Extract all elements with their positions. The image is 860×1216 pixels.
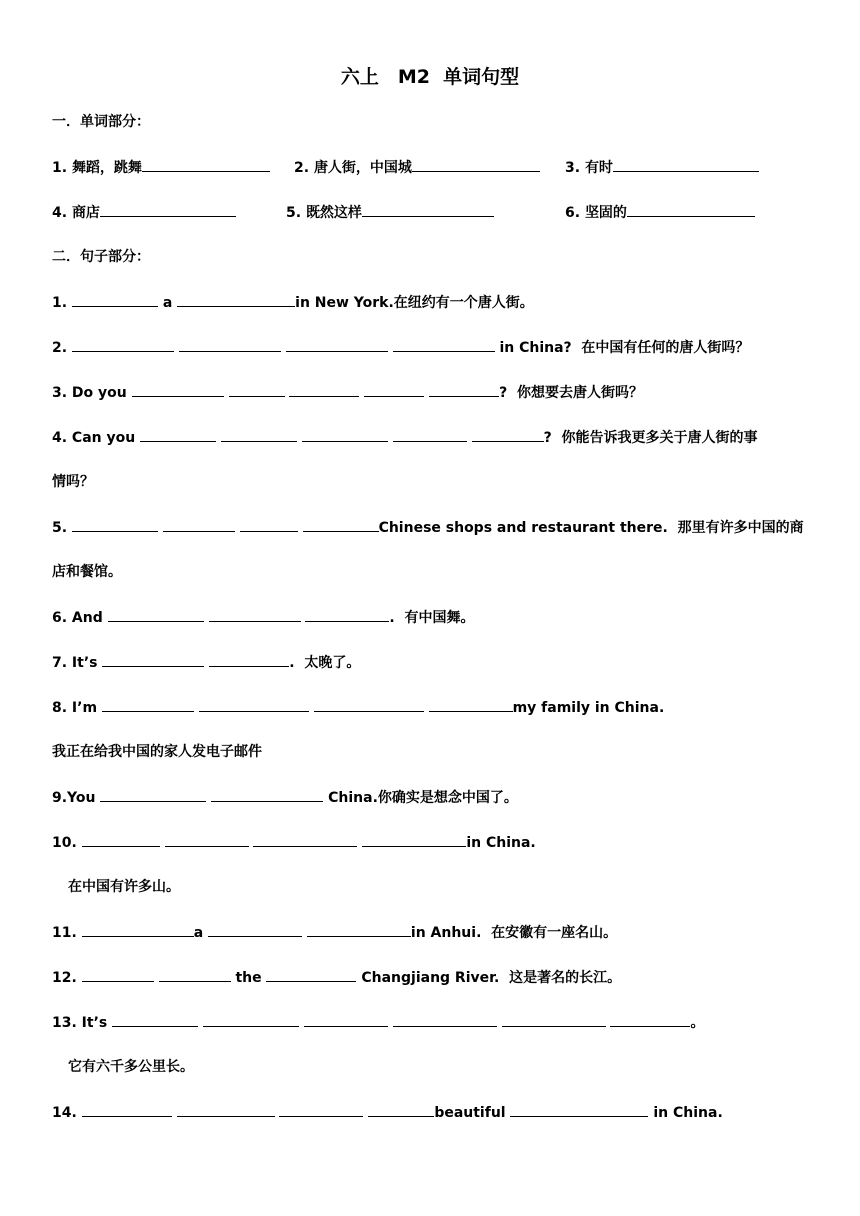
page-title: 六上 M2 单词句型 bbox=[340, 66, 520, 88]
answer-blank[interactable] bbox=[72, 292, 158, 307]
sentence-5 bbox=[52, 517, 804, 538]
answer-blank[interactable] bbox=[510, 1102, 648, 1117]
answer-blank[interactable] bbox=[393, 1012, 497, 1027]
sentence-text: ? 你想要去唐人街吗？ bbox=[499, 385, 644, 401]
section2-heading: 二．句子部分： bbox=[52, 249, 150, 265]
sentence-5-continued: 店和餐馆。 bbox=[52, 564, 122, 580]
sentence-13-continued: 它有六千多公里长。 bbox=[68, 1059, 194, 1075]
sentence-text: 。 bbox=[690, 1015, 705, 1031]
answer-blank[interactable] bbox=[304, 1012, 388, 1027]
sentence-num: 4. Can you bbox=[52, 430, 136, 446]
answer-blank[interactable] bbox=[140, 427, 216, 442]
sentence-num: 11. bbox=[52, 925, 77, 941]
sentence-num: 10. bbox=[52, 835, 77, 851]
sentence-text: Changjiang River. 这是著名的长江。 bbox=[361, 970, 622, 986]
word-item-4 bbox=[52, 202, 236, 223]
answer-blank[interactable] bbox=[393, 337, 495, 352]
sentence-num: 2. bbox=[52, 340, 68, 356]
sentence-1 bbox=[52, 292, 534, 313]
answer-blank[interactable] bbox=[314, 697, 424, 712]
answer-blank[interactable] bbox=[199, 697, 309, 712]
answer-blank[interactable] bbox=[502, 1012, 606, 1027]
answer-blank[interactable] bbox=[229, 382, 285, 397]
answer-blank[interactable] bbox=[253, 832, 357, 847]
word-num: 5. bbox=[286, 205, 302, 221]
answer-blank[interactable] bbox=[142, 157, 270, 172]
sentence-num: 5. bbox=[52, 520, 68, 536]
sentence-8-continued: 我正在给我中国的家人发电子邮件 bbox=[52, 744, 262, 760]
answer-blank[interactable] bbox=[82, 1102, 172, 1117]
answer-blank[interactable] bbox=[82, 922, 194, 937]
answer-blank[interactable] bbox=[472, 427, 544, 442]
sentence-text: my family in China. bbox=[512, 700, 665, 716]
sentence-text: ? 你能告诉我更多关于唐人街的事 bbox=[543, 430, 758, 446]
answer-blank[interactable] bbox=[203, 1012, 299, 1027]
answer-blank[interactable] bbox=[102, 697, 194, 712]
answer-blank[interactable] bbox=[163, 517, 235, 532]
answer-blank[interactable] bbox=[179, 337, 281, 352]
sentence-4 bbox=[52, 427, 757, 448]
answer-blank[interactable] bbox=[613, 157, 759, 172]
sentence-10-continued: 在中国有许多山。 bbox=[68, 879, 180, 895]
sentence-text: China.你确实是想念中国了。 bbox=[328, 790, 518, 806]
answer-blank[interactable] bbox=[303, 517, 379, 532]
answer-blank[interactable] bbox=[412, 157, 540, 172]
word-text: 唐人街，中国城 bbox=[313, 160, 412, 176]
answer-blank[interactable] bbox=[165, 832, 249, 847]
sentence-text: a bbox=[193, 925, 204, 941]
word-num: 3. bbox=[565, 160, 581, 176]
answer-blank[interactable] bbox=[100, 202, 236, 217]
sentence-14 bbox=[52, 1102, 723, 1123]
answer-blank[interactable] bbox=[362, 202, 494, 217]
sentence-num: 3. Do you bbox=[52, 385, 127, 401]
sentence-4-continued: 情吗？ bbox=[52, 474, 94, 490]
sentence-6 bbox=[52, 607, 474, 628]
sentence-text: . 有中国舞。 bbox=[389, 610, 475, 626]
word-num: 4. bbox=[52, 205, 68, 221]
answer-blank[interactable] bbox=[132, 382, 224, 397]
sentence-text: the bbox=[235, 970, 262, 986]
answer-blank[interactable] bbox=[177, 292, 295, 307]
sentence-text: in China? 在中国有任何的唐人街吗？ bbox=[499, 340, 750, 356]
word-num: 2. bbox=[294, 160, 310, 176]
sentence-8 bbox=[52, 697, 664, 718]
word-item-3 bbox=[565, 157, 759, 178]
word-text: 舞蹈，跳舞 bbox=[71, 160, 142, 176]
answer-blank[interactable] bbox=[102, 652, 204, 667]
sentence-num: 1. bbox=[52, 295, 68, 311]
answer-blank[interactable] bbox=[72, 337, 174, 352]
sentence-text: Chinese shops and restaurant there. 那里有许多中国的商 bbox=[378, 520, 804, 536]
sentence-num: 12. bbox=[52, 970, 77, 986]
answer-blank[interactable] bbox=[305, 607, 389, 622]
sentence-text: in China. bbox=[653, 1105, 723, 1121]
answer-blank[interactable] bbox=[209, 652, 289, 667]
sentence-11 bbox=[52, 922, 617, 943]
answer-blank[interactable] bbox=[159, 967, 231, 982]
sentence-num: 13. It’s bbox=[52, 1015, 108, 1031]
word-item-1 bbox=[52, 157, 270, 178]
sentence-10 bbox=[52, 832, 536, 853]
answer-blank[interactable] bbox=[221, 427, 297, 442]
section1-heading: 一．单词部分： bbox=[52, 114, 150, 130]
answer-blank[interactable] bbox=[177, 1102, 275, 1117]
answer-blank[interactable] bbox=[393, 427, 467, 442]
answer-blank[interactable] bbox=[208, 922, 302, 937]
answer-blank[interactable] bbox=[289, 382, 359, 397]
word-text: 商店 bbox=[71, 205, 100, 221]
word-num: 1. bbox=[52, 160, 68, 176]
answer-blank[interactable] bbox=[362, 832, 466, 847]
sentence-text: a bbox=[162, 295, 173, 311]
answer-blank[interactable] bbox=[286, 337, 388, 352]
sentence-num: 6. And bbox=[52, 610, 103, 626]
answer-blank[interactable] bbox=[307, 922, 411, 937]
sentence-text: in Anhui. 在安徽有一座名山。 bbox=[410, 925, 618, 941]
sentence-9 bbox=[52, 787, 518, 808]
word-text: 既然这样 bbox=[305, 205, 362, 221]
answer-blank[interactable] bbox=[108, 607, 204, 622]
word-text: 坚固的 bbox=[584, 205, 627, 221]
sentence-text: beautiful bbox=[434, 1105, 506, 1121]
sentence-3 bbox=[52, 382, 643, 403]
answer-blank[interactable] bbox=[82, 967, 154, 982]
answer-blank[interactable] bbox=[279, 1102, 363, 1117]
word-text: 有时 bbox=[584, 160, 613, 176]
sentence-num: 8. I’m bbox=[52, 700, 98, 716]
sentence-text: . 太晚了。 bbox=[289, 655, 361, 671]
sentence-2 bbox=[52, 337, 749, 358]
answer-blank[interactable] bbox=[112, 1012, 198, 1027]
answer-blank[interactable] bbox=[100, 787, 206, 802]
word-num: 6. bbox=[565, 205, 581, 221]
answer-blank[interactable] bbox=[429, 382, 499, 397]
answer-blank[interactable] bbox=[627, 202, 755, 217]
answer-blank[interactable] bbox=[364, 382, 424, 397]
answer-blank[interactable] bbox=[211, 787, 323, 802]
answer-blank[interactable] bbox=[72, 517, 158, 532]
sentence-12 bbox=[52, 967, 621, 988]
word-item-6 bbox=[565, 202, 755, 223]
answer-blank[interactable] bbox=[610, 1012, 690, 1027]
word-item-5 bbox=[286, 202, 494, 223]
answer-blank[interactable] bbox=[240, 517, 298, 532]
answer-blank[interactable] bbox=[82, 832, 160, 847]
answer-blank[interactable] bbox=[429, 697, 513, 712]
sentence-num: 9.You bbox=[52, 790, 96, 806]
sentence-7 bbox=[52, 652, 360, 673]
answer-blank[interactable] bbox=[209, 607, 301, 622]
answer-blank[interactable] bbox=[302, 427, 388, 442]
sentence-num: 14. bbox=[52, 1105, 77, 1121]
sentence-13 bbox=[52, 1012, 704, 1033]
answer-blank[interactable] bbox=[266, 967, 356, 982]
answer-blank[interactable] bbox=[368, 1102, 434, 1117]
sentence-text: in China. bbox=[466, 835, 536, 851]
sentence-num: 7. It’s bbox=[52, 655, 98, 671]
word-item-2 bbox=[294, 157, 540, 178]
sentence-text: in New York.在纽约有一个唐人街。 bbox=[295, 295, 534, 311]
